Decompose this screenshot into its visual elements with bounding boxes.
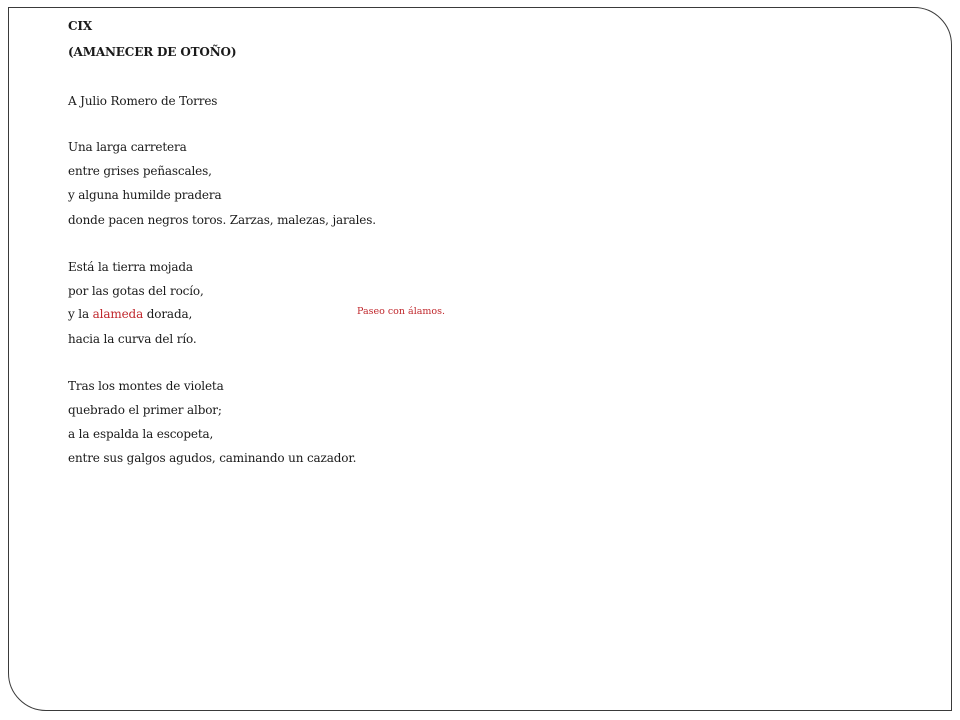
slide-frame [8,7,952,711]
stanza2-line3-start: y la [68,307,93,321]
annotation-note: Paseo con álamos. [357,306,446,317]
stanza1-line1: Una larga carretera [68,140,187,154]
stanza3-line3: a la espalda la escopeta, [68,427,214,441]
stanza1-line2: entre grises peñascales, [68,164,212,178]
stanza3-line1: Tras los montes de violeta [68,379,224,393]
stanza2-line1: Está la tierra mojada [68,260,193,274]
stanza3-line2: quebrado el primer albor; [68,403,222,417]
poem-number: CIX [68,19,93,33]
poem-title: (AMANECER DE OTOÑO) [68,45,237,59]
poem-dedication: A Julio Romero de Torres [68,94,218,108]
stanza3-line4: entre sus galgos agudos, caminando un cazador. [68,451,357,465]
stanza1-line4: donde pacen negros toros. Zarzas, malezas, jarales. [68,213,376,227]
highlighted-word-alameda: alameda [92,307,144,321]
stanza2-line2: por las gotas del rocío, [68,284,204,298]
stanza2-line4: hacia la curva del río. [68,332,197,346]
stanza1-line3: y alguna humilde pradera [68,188,222,202]
stanza2-line3-end: dorada, [143,307,193,321]
stanza2-line3 [68,306,192,322]
